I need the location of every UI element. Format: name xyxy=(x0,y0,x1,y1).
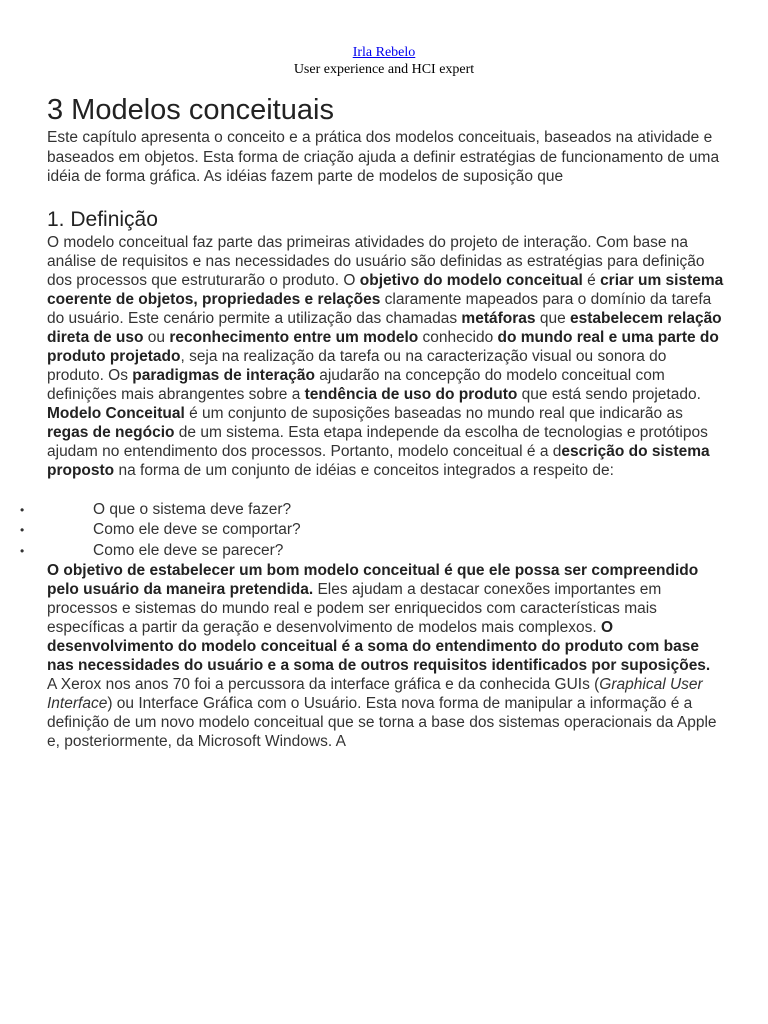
text-run: A Xerox nos anos 70 foi a percussora da interface gráfica e da conhecida GUIs ( xyxy=(47,676,600,693)
objective-paragraph xyxy=(47,561,727,675)
list-item-text: O que o sistema deve fazer? xyxy=(93,500,292,518)
bold-run: escrição do sistema proposto xyxy=(47,442,710,479)
bold-run: criar um sistema coerente de objetos, propriedades e relações xyxy=(47,271,724,308)
list-item-text: Como ele deve se comportar? xyxy=(93,521,301,538)
bold-run: do mundo real e uma parte do produto projetado xyxy=(47,328,719,365)
conceptual-model-paragraph xyxy=(47,404,727,480)
bullet-icon: • xyxy=(20,543,25,558)
text-run: que está sendo projetado. xyxy=(517,385,701,403)
document-content xyxy=(20,92,727,751)
italic-run: Graphical User Interface xyxy=(47,676,703,712)
xerox-paragraph xyxy=(47,675,727,751)
text-run: de um sistema. Esta etapa independe da escolha de tecnologias e protótipos ajudam no entendimento dos processos. Portanto, modelo conceitual é a d xyxy=(47,423,708,460)
bold-run: estabelecem relação direta de uso xyxy=(47,309,722,346)
text-run: ajudarão na concepção do modelo conceitual com definições mais abrangentes sobre a xyxy=(47,366,665,403)
bold-run: reconhecimento entre um modelo xyxy=(169,328,419,346)
list-item xyxy=(0,541,727,562)
list-item xyxy=(0,520,727,541)
text-run: ) ou Interface Gráfica com o Usuário. Esta nova forma de manipular a informação é a definição de um novo modelo conceitual que se torna a base dos sistemas operacionais da Apple e, posteriormente, da Microsoft Windows. A xyxy=(47,695,717,750)
bold-run: paradigmas de interação xyxy=(132,366,315,384)
question-list xyxy=(0,500,727,562)
bold-run: tendência de uso do produto xyxy=(304,385,518,403)
bold-run: Modelo Conceitual xyxy=(47,404,185,422)
text-run: ou xyxy=(143,328,170,346)
author-name-link[interactable]: Irla Rebelo xyxy=(352,45,416,60)
page-title: 3 Modelos conceituais xyxy=(47,94,334,126)
author-block xyxy=(0,44,768,78)
author-title: User experience and HCI expert xyxy=(293,62,475,77)
bullet-icon: • xyxy=(20,502,25,517)
bold-run: regas de negócio xyxy=(47,423,175,441)
list-item xyxy=(0,500,727,521)
bold-run: metáforas xyxy=(461,309,536,327)
bold-run: O objetivo de estabelecer um bom modelo conceitual é que ele possa ser compreendido pelo usuário da maneira pretendida. xyxy=(47,562,699,598)
text-run: claramente mapeados para o domínio da tarefa do usuário. Este cenário permite a utilização das chamadas xyxy=(47,290,712,327)
text-run: na forma de um conjunto de idéias e conceitos integrados a respeito de: xyxy=(114,461,614,479)
text-run: que xyxy=(535,309,570,327)
bold-run: O desenvolvimento do modelo conceitual é a soma do entendimento do produto com base nas necessidades do usuário e a soma de outros requisitos identificados por suposições. xyxy=(47,619,711,674)
bullet-icon: • xyxy=(20,523,25,537)
text-run: , seja na realização da tarefa ou na caracterização visual ou sonora do produto. Os xyxy=(47,347,667,384)
text-run: é um conjunto de suposições baseadas no mundo real que indicarão as xyxy=(184,404,683,422)
text-run: é xyxy=(582,271,601,289)
text-run: O modelo conceitual faz parte das primeiras atividades do projeto de interação. Com base na análise de requisitos e nas necessidades do usuário são definidas as estratégias para definição dos processos que estruturarão o produto. O xyxy=(47,233,705,289)
list-item-text: Como ele deve se parecer? xyxy=(93,541,284,559)
bold-run: objetivo do modelo conceitual xyxy=(359,271,583,289)
intro-paragraph: Este capítulo apresenta o conceito e a prática dos modelos conceituais, baseados na atividade e baseados em objetos. Esta forma de criação ajuda a definir estratégias de funcionamento de uma idéia de forma gráfica. As idéias fazem parte de modelos de suposição que xyxy=(47,129,720,185)
text-run: Eles ajudam a destacar conexões importantes em processos e sistemas do mundo real e podem ser enriquecidos com características mais específicas a partir da geração e desenvolvimento de modelos mais complexos. xyxy=(47,581,662,636)
section-heading: 1. Definição xyxy=(47,207,158,231)
text-run: conhecido xyxy=(418,328,498,346)
definition-paragraph xyxy=(47,233,727,404)
